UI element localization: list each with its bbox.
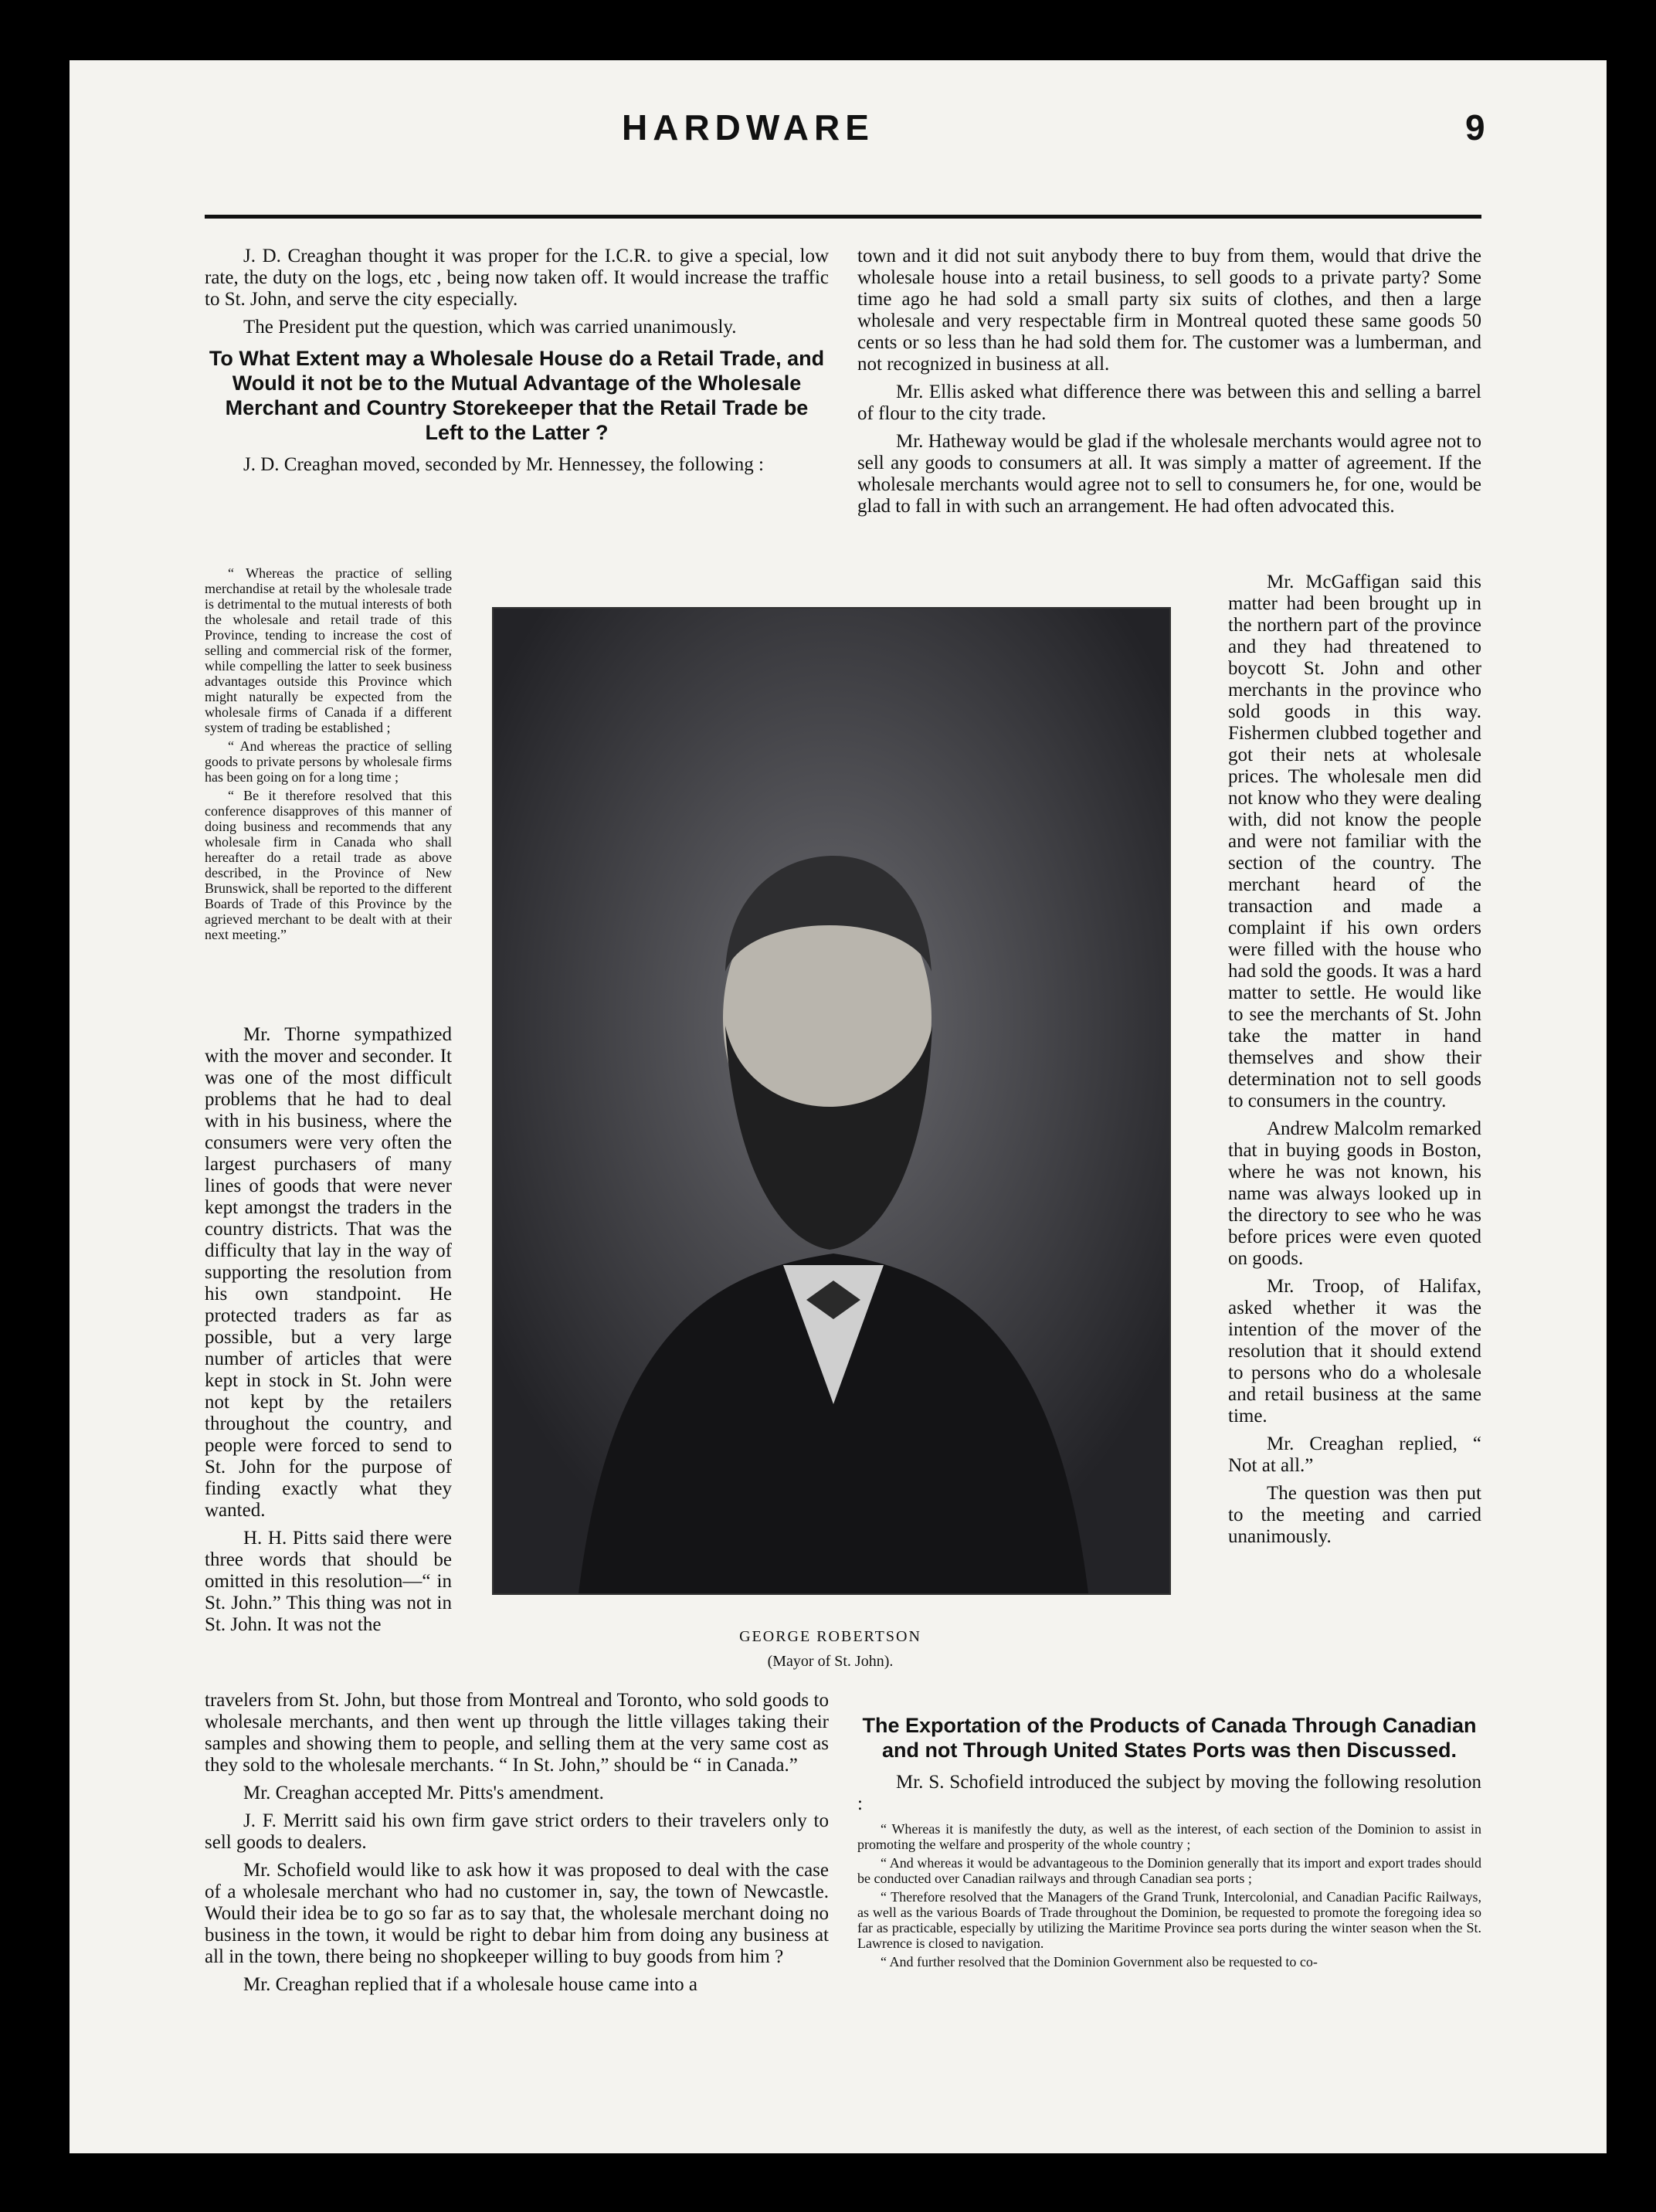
paragraph: J. D. Creaghan thought it was proper for the I.C.R. to give a special, low rate, the duty on the logs, etc , being now taken off. It would increase the traffic to St. John, and serve the city especially. — [205, 246, 829, 310]
right-bottom-block — [857, 1705, 1481, 1973]
resolution-clause: “ Be it therefore resolved that this conference disapproves of this manner of doing business and recommends that any wholesale firm in Canada who shall hereafter do a retail trade as above described, in the Province of New Brunswick, shall be reported to the different Boards of Trade of this Province by the agrieved merchant to be dealt with at their next meeting.” — [205, 788, 452, 942]
paragraph: Mr. Troop, of Halifax, asked whether it was the intention of the mover of the resolution that it should extend to persons who do a wholesale and retail business at the same time. — [1228, 1276, 1481, 1427]
resolution-clause: “ And whereas it would be advantageous to the Dominion generally that its import and export trades should be conducted over Canadian railways and through Canadian sea ports ; — [857, 1855, 1481, 1886]
photo-caption: GEORGE ROBERTSON — [739, 1628, 921, 1645]
running-title: HARDWARE — [622, 107, 874, 148]
paragraph: Mr. McGaffigan said this matter had been brought up in the northern part of the province and they had threatened to boycott St. John and other merchants in the province who sold goods in this way. Fishermen clubbed together and got their nets at wholesale prices. The wholesale men did not know who they were dealing with, did not know the people and were not familiar with the section of the country. The merchant heard of the transaction and made a complaint if his own orders were filled with the house who had sold the goods. It was a hard matter to settle. He would like to see the merchants of St. John take the matter in hand themselves and show their determination not to sell goods to consumers in the country. — [1228, 572, 1481, 1111]
right-top-block — [857, 246, 1481, 524]
section-heading: The Exportation of the Products of Canada Through Canadian and not Through United States Ports was then Discussed. — [862, 1714, 1477, 1762]
photo-caption-subtitle: (Mayor of St. John). — [767, 1653, 894, 1670]
paragraph: travelers from St. John, but those from Montreal and Toronto, who sold goods to wholesale merchants, and then went up through the little villages taking their samples and showing them to people, and selling them at the very same cost as they sold to the wholesale merchants. “ In St. John,” should be “ in Canada.” — [205, 1690, 829, 1776]
paragraph: Mr. Hatheway would be glad if the wholesale merchants would agree not to sell any goods to consumers at all. It was simply a matter of agreement. If the wholesale merchants would agree not to sell to consumers he, for one, would be glad to fall in with such an arrangement. He had often advocated this. — [857, 431, 1481, 517]
right-narrow-column — [1228, 572, 1481, 1554]
paragraph: Mr. Thorne sympathized with the mover and seconder. It was one of the most difficult problems that he had to deal with in his business, where the consumers were very often the largest purchasers of many lines of goods that were never kept amongst the traders in the country districts. That was the difficulty that lay in the way of supporting the resolution from his own standpoint. He protected traders as far as possible, but a very large number of articles that were kept in stock in St. John were not kept by the retailers throughout the country, and people were forced to send to St. John for the purpose of finding exactly what they wanted. — [205, 1024, 452, 1521]
resolution-clause: “ Whereas the practice of selling merchandise at retail by the wholesale trade is detrimental to the mutual interests of both the wholesale and retail trade of this Province, tending to increase the cost of selling and commercial risk of the former, while compelling the latter to seek business advantages outside this Province which might naturally be expected from the wholesale firms of Canada if a different system of trading be established ; — [205, 565, 452, 735]
paragraph: The question was then put to the meeting and carried unanimously. — [1228, 1483, 1481, 1547]
left-narrow-column — [205, 1024, 452, 1642]
resolution-clause: “ Whereas it is manifestly the duty, as well as the interest, of each section of the Dominion to assist in promoting the welfare and prosperity of the whole country ; — [857, 1821, 1481, 1852]
left-bottom-block — [205, 1690, 829, 2002]
header-rule — [205, 215, 1481, 219]
page-number: 9 — [1465, 107, 1485, 148]
resolution-clause: “ Therefore resolved that the Managers of the Grand Trunk, Intercolonial, and Canadian Pacific Railways, as well as the various Boards of Trade throughout the Dominion, be requested to promote the foregoing idea so far as practicable, especially by utilizing the Maritime Province sea ports during the winter season when the St. Lawrence is closed to navigation. — [857, 1889, 1481, 1951]
paragraph: Mr. Creaghan replied that if a wholesale house came into a — [243, 1974, 697, 1995]
resolution-block — [857, 1821, 1481, 1969]
left-top-block — [205, 246, 829, 482]
paragraph: Mr. Creaghan accepted Mr. Pitts's amendment. — [243, 1783, 604, 1803]
paragraph: The President put the question, which was carried unanimously. — [243, 317, 737, 338]
paragraph: H. H. Pitts said there were three words that should be omitted in this resolution—“ in St. John.” This thing was not in St. John. It was not the — [205, 1528, 452, 1635]
portrait-photo — [492, 607, 1171, 1595]
paragraph: J. F. Merritt said his own firm gave strict orders to their travelers only to sell goods to dealers. — [205, 1810, 829, 1853]
paragraph: Mr. Creaghan replied, “ Not at all.” — [1228, 1433, 1481, 1476]
resolution-clause: “ And further resolved that the Dominion Government also be requested to co- — [881, 1954, 1318, 1969]
paragraph: town and it did not suit anybody there to buy from them, would that drive the wholesale house into a retail business, to sell goods to a private party? Some time ago he had sold a small party six suits of clothes, and then a large wholesale and very respectable firm in Montreal quoted these same goods 50 cents or so less than he had sold them for. The customer was a lumberman, and not recognized in business at all. — [857, 246, 1481, 375]
paragraph: Mr. Schofield would like to ask how it was proposed to deal with the case of a wholesale merchant who had no customer in, say, the town of Newcastle. Would their idea be to go so far as to say that, the wholesale merchant doing no business in the town, it would be right to debar him from doing any business at all in the town, there being no shopkeeper willing to buy goods from him ? — [205, 1860, 829, 1967]
section-heading: To What Extent may a Wholesale House do a Retail Trade, and Would it not be to the Mutual Advantage of the Wholesale Merchant and Country Storekeeper that the Retail Trade be Left to the Latter ? — [209, 347, 825, 444]
resolution-block — [205, 565, 452, 945]
resolution-clause: “ And whereas the practice of selling goods to private persons by wholesale firms has been going on for a long time ; — [205, 738, 452, 785]
paragraph: J. D. Creaghan moved, seconded by Mr. Hennessey, the following : — [243, 454, 764, 475]
paragraph: Mr. Ellis asked what difference there was between this and selling a barrel of flour to the city trade. — [857, 382, 1481, 424]
paragraph: Mr. S. Schofield introduced the subject by moving the following resolution : — [857, 1772, 1481, 1814]
portrait-illustration — [494, 609, 1169, 1593]
paragraph: Andrew Malcolm remarked that in buying goods in Boston, where he was not known, his name was always looked up in the directory to see who he was before prices were even quoted on goods. — [1228, 1118, 1481, 1269]
